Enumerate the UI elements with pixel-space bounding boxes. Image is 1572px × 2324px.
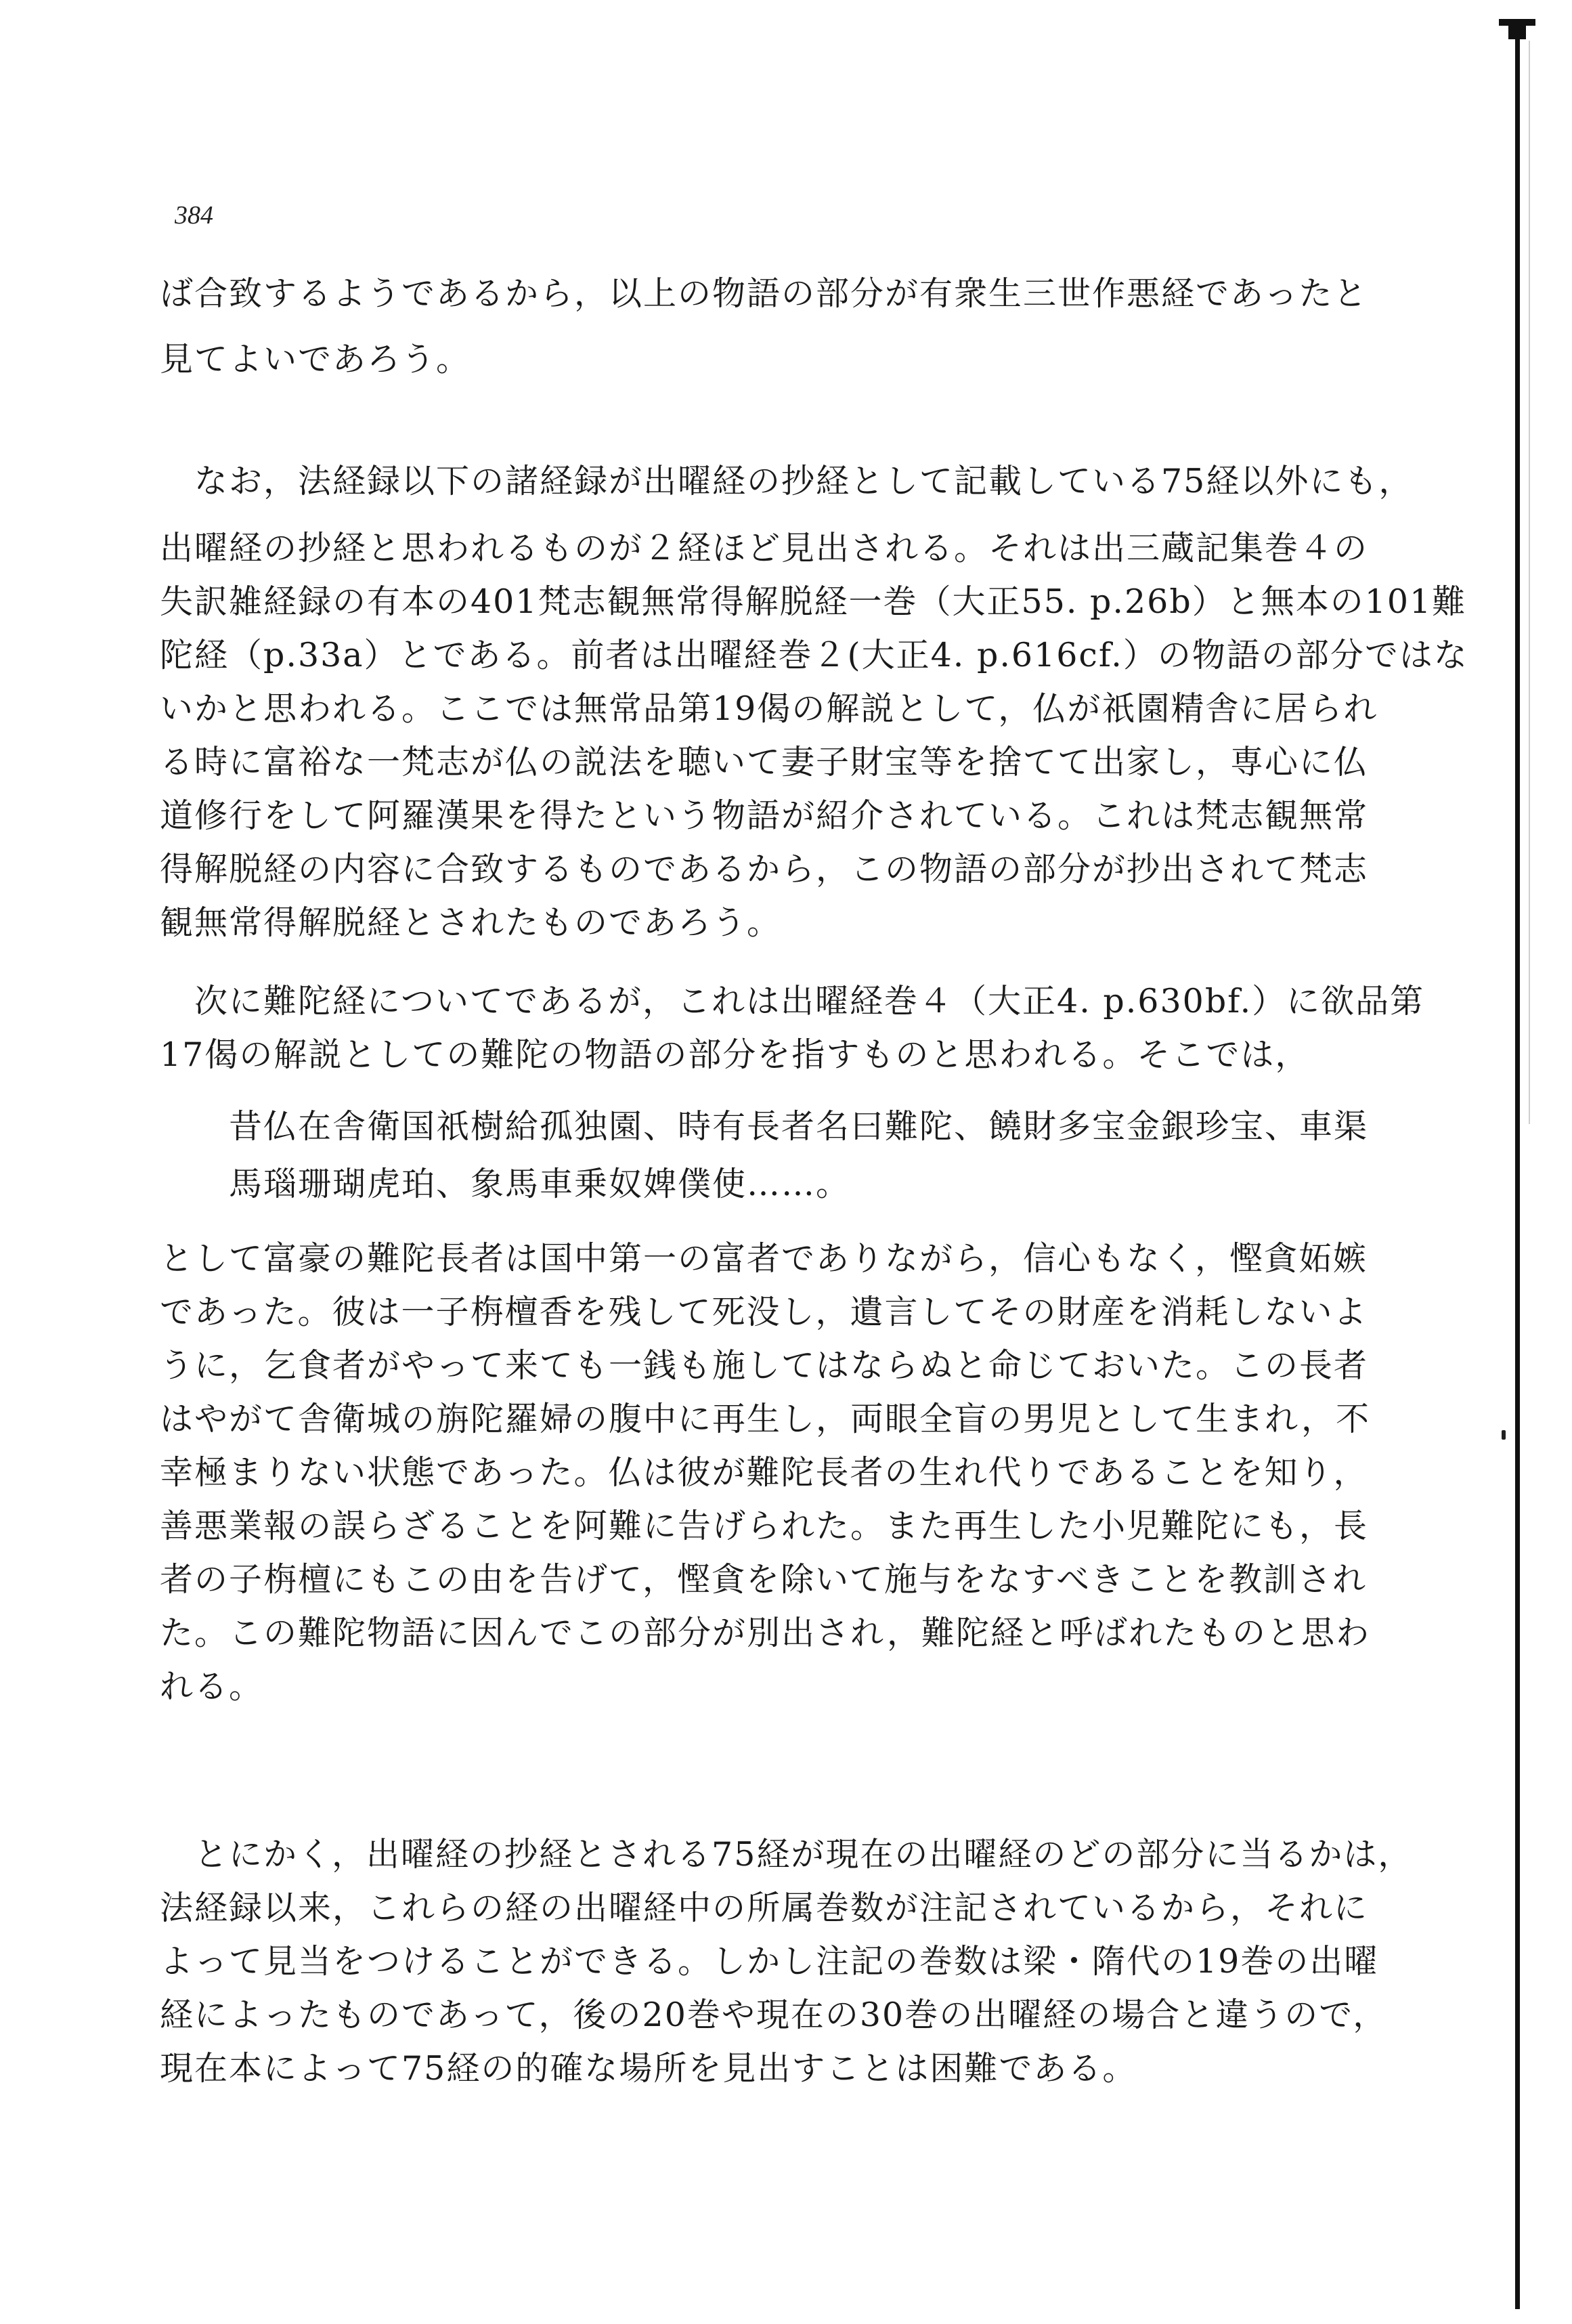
text-line: うに，乞食者がやって来ても一銭も施してはならぬと命じておいた。この長者 [160, 1346, 1369, 1385]
text-line: 者の子栴檀にもこの由を告げて，慳貪を除いて施与をなすべきことを教訓され [160, 1560, 1368, 1599]
quote-line: 昔仏在舎衛国祇樹給孤独園、時有長者名曰難陀、饒財多宝金銀珍宝、車渠 [229, 1107, 1369, 1146]
text-line: 得解脱経の内容に合致するものであるから，この物語の部分が抄出されて梵志 [160, 850, 1369, 888]
text-line: る時に富裕な一梵志が仏の説法を聴いて妻子財宝等を捨てて出家し，専心に仏 [160, 743, 1369, 781]
text-line: であった。彼は一子栴檀香を残して死没し，遺言してその財産を消耗しないよ [160, 1293, 1368, 1331]
text-line: 次に難陀経についてであるが，これは出曜経巻４（大正4. p.630bf.）に欲品第 [160, 982, 1425, 1020]
text-line: 道修行をして阿羅漢果を得たという物語が紹介されている。これは梵志観無常 [160, 796, 1369, 835]
binding-edge [1515, 20, 1520, 2309]
text-line: 出曜経の抄経と思われるものが２経ほど見出される。それは出三蔵記集巻４の [160, 529, 1369, 567]
text-line: ば合致するようであるから，以上の物語の部分が有衆生三世作悪経であったと [160, 274, 1368, 313]
quote-line: 馬瑙珊瑚虎珀、象馬車乗奴婢僕使……。 [229, 1165, 851, 1203]
text-line: た。この難陀物語に因んでこの部分が別出され，難陀経と呼ばれたものと思わ [160, 1614, 1370, 1652]
text-line: 現在本によって75経の的確な場所を見出すことは困難である。 [160, 2049, 1137, 2088]
text-line: 見てよいであろう。 [160, 340, 471, 379]
text-line: 法経録以来，これらの経の出曜経中の所属巻数が注記されているから，それに [160, 1889, 1369, 1927]
text-line: はやがて舎衛城の旃陀羅婦の腹中に再生し，両眼全盲の男児として生まれ，不 [160, 1400, 1370, 1438]
text-line: なお，法経録以下の諸経録が出曜経の抄経として記載している75経以外にも， [160, 462, 1414, 500]
text-line: 観無常得解脱経とされたものであろう。 [160, 903, 782, 942]
text-line: 失訳雑経録の有本の401梵志観無常得解脱経一巻（大正55. p.26b）と無本の101難 [160, 582, 1467, 621]
page-number: 384 [175, 201, 213, 230]
text-line: いかと思われる。ここでは無常品第19偈の解説として，仏が祇園精舎に居られ [160, 689, 1378, 728]
text-line: 17偈の解説としての難陀の物語の部分を指すものと思われる。そこでは， [160, 1035, 1310, 1074]
text-line: 善悪業報の誤らざることを阿難に告げられた。また再生した小児難陀にも，長 [160, 1507, 1369, 1545]
text-line: よって見当をつけることができる。しかし注記の巻数は梁・隋代の19巻の出曜 [160, 1942, 1379, 1981]
text-line: とにかく，出曜経の抄経とされる75経が現在の出曜経のどの部分に当るかは， [160, 1835, 1413, 1874]
text-line: れる。 [160, 1667, 264, 1706]
text-line: 陀経（p.33a）とである。前者は出曜経巻２(大正4. p.616cf.）の物語の部分ではな [160, 636, 1468, 674]
text-line: 幸極まりない状態であった。仏は彼が難陀長者の生れ代りであることを知り， [160, 1453, 1368, 1492]
scan-faint-rule [1529, 41, 1530, 1124]
margin-speck [1502, 1430, 1506, 1440]
text-line: 経によったものであって，後の20巻や現在の30巻の出曜経の場合と違うので， [160, 1996, 1388, 2034]
text-line: として富豪の難陀長者は国中第一の富者でありながら，信心もなく，慳貪妬嫉 [160, 1239, 1368, 1278]
